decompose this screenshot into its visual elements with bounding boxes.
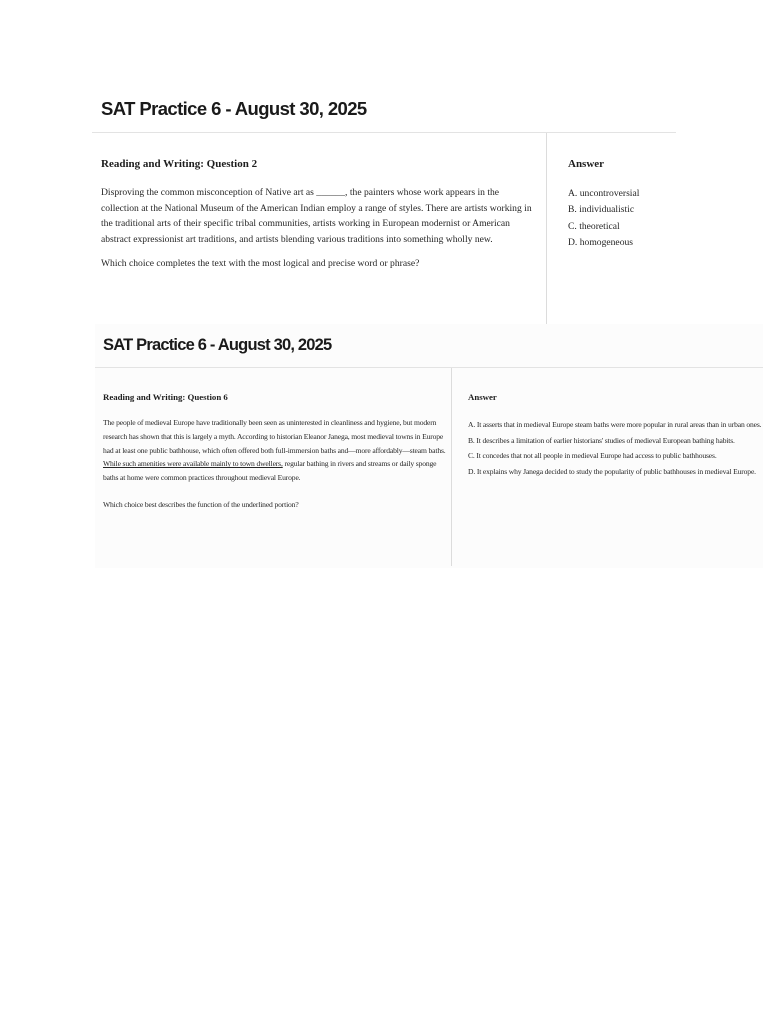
passage-text: Disproving the common misconception of Native art as ______, the painters whose work appears in the collection at the National Museum of the American Indian employ a range of styles. There are artists working in the traditional arts of their specific tribal communities, artists working in European modernist or American abstract expressionist art traditions, and artists blending various traditions into something wholly new. <box>101 187 532 245</box>
choice-a[interactable]: A. It asserts that in medieval Europe steam baths were more popular in rural areas than in urban ones. <box>468 420 762 429</box>
choice-d[interactable]: D. It explains why Janega decided to study the popularity of public bathhouses in medieval Europe. <box>468 466 756 476</box>
question-prompt: Which choice completes the text with the most logical and precise word or phrase? <box>101 258 420 269</box>
passage-text: The people of medieval Europe have traditionally been seen as uninterested in cleanliness and hygiene, but modern research has shown that this is largely a myth. According to historian Eleanor Janega, most medieval towns in Europe had at least one public bathhouse, which often offered both full-immersion baths and—more affordably—steam baths. <box>103 418 446 455</box>
card-title: SAT Practice 6 - August 30, 2025 <box>101 98 367 119</box>
question-heading: Reading and Writing: Question 6 <box>103 392 228 402</box>
column-divider <box>451 368 452 566</box>
question-card-6 <box>95 324 763 568</box>
passage-text-after: regular bathing in rivers and streams or daily sponge baths at home were common practices throughout medieval Europe. <box>103 459 437 483</box>
card-title: SAT Practice 6 - August 30, 2025 <box>103 336 332 354</box>
answer-choices <box>568 186 639 251</box>
question-heading: Reading and Writing: Question 2 <box>101 158 258 170</box>
choice-d[interactable]: D. homogeneous <box>568 236 634 248</box>
choice-c[interactable]: C. It concedes that not all people in medieval Europe had access to public bathhouses. <box>468 451 717 460</box>
choice-b[interactable]: B. individualistic <box>568 204 635 216</box>
answer-choices <box>468 417 761 479</box>
question-card-2 <box>92 80 676 330</box>
question-prompt: Which choice best describes the function of the underlined portion? <box>103 500 299 509</box>
choice-c[interactable]: C. theoretical <box>568 220 620 232</box>
column-divider <box>546 133 547 328</box>
question-passage <box>103 416 448 485</box>
answer-heading: Answer <box>468 392 497 402</box>
question-passage <box>101 185 537 247</box>
title-divider <box>92 132 676 133</box>
choice-b[interactable]: B. It describes a limitation of earlier historians' studies of medieval European bathing habits. <box>468 435 735 445</box>
choice-a[interactable]: A. uncontroversial <box>568 188 640 199</box>
passage-underlined: While such amenities were available mainly to town dwellers, <box>103 459 283 469</box>
title-divider <box>95 367 763 368</box>
answer-heading: Answer <box>568 158 605 170</box>
